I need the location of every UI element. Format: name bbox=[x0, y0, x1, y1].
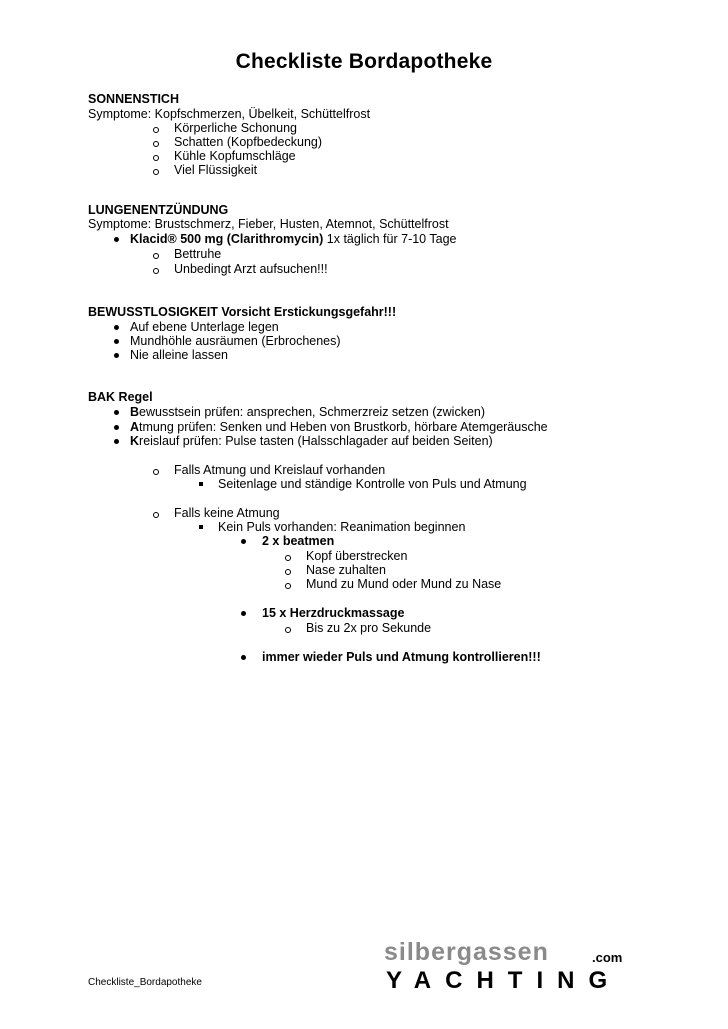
page-title: Checkliste Bordapotheke bbox=[235, 50, 493, 73]
symptoms-sonnenstich: Symptome: Kopfschmerzen, Übelkeit, Schüttelfrost bbox=[88, 107, 371, 121]
symptoms-lunge: Symptome: Brustschmerz, Fieber, Husten, Atemnot, Schüttelfrost bbox=[88, 217, 449, 231]
drug-dosage: 1x täglich für 7-10 Tage bbox=[323, 232, 457, 246]
section-heading-sonnenstich: SONNENSTICH bbox=[88, 92, 179, 106]
section-heading-lunge: LUNGENENTZÜNDUNG bbox=[88, 203, 229, 217]
svg-text:YACHTING: YACHTING bbox=[386, 967, 622, 990]
silbergassen-yachting-logo bbox=[384, 938, 634, 990]
document-page: Checkliste Bordapotheke SONNENSTICH Symptome: Kopfschmerzen, Übelkeit, Schüttelfrost Körperliche Schonung Schatten (Kopfbedeckung) Kühle Kopfumschläge Viel Flüssigkeit LUNGENENTZÜNDUNG Symptome: Brustschmerz, Fieber, Husten, Atemnot, Schüttelfrost Klacid® 500 mg (Clarithromycin) 1x täglich für 7-10 Tage Bettruhe Unbedingt Arzt aufsuchen!!! BEWUSSTLOSIGKEIT Vorsicht Erstickungsgefahr!!! Auf ebene Unterlage legen Mundhöhle ausräumen (Erbrochenes) Nie alleine lassen BAK Regel Bewusstsein prüfen: ansprechen, Schmerzreiz setzen (zwicken) Atmung prüfen: Senken und Heben von Brustkorb, hörbare Atemgeräusche Kreislauf prüfen: Pulse tasten (Halsschlagader auf beiden Seiten) Falls Atmung und Kreislauf vorhanden Seitenlage und ständige Kontrolle von Puls und Atmung Falls keine Atmung Kein Puls vorhanden: Reanimation beginnen 2 x beatmen Kopf überstrecken Nase zuhalten Mund zu Mund oder Mund zu Nase 15 x Herzdruckmassage Bis zu 2x pro Sekunde immer wieder Puls und Atmung kontrollieren!!! silbergassen .com YACHTING Checkliste_Bordapotheke bbox=[0, 0, 728, 1029]
drug-name: Klacid® 500 mg (Clarithromycin) bbox=[130, 232, 324, 246]
section-heading-bewusstlosigkeit: BEWUSSTLOSIGKEIT Vorsicht Erstickungsgefahr!!! bbox=[88, 305, 397, 319]
section-heading-bak: BAK Regel bbox=[88, 390, 153, 404]
footer-text: Checkliste_Bordapotheke bbox=[88, 977, 202, 988]
svg-text:silbergassen: silbergassen bbox=[384, 938, 549, 966]
svg-text:.com: .com bbox=[592, 950, 623, 965]
